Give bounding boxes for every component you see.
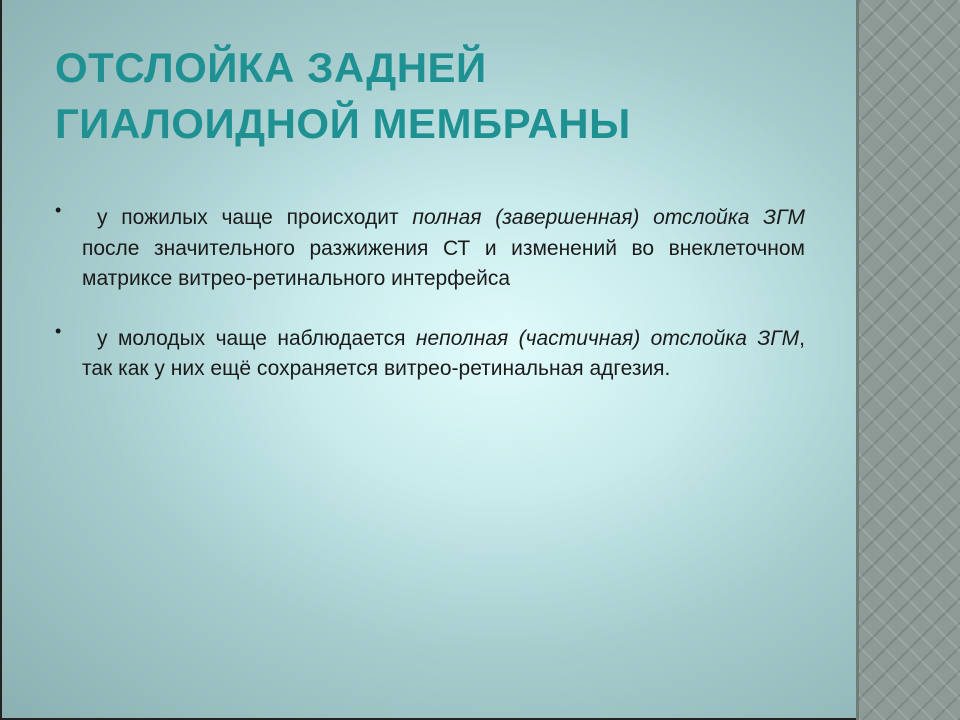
decorative-side-panel [856, 0, 960, 720]
slide-title-line-1: ОТСЛОЙКА ЗАДНЕЙ [55, 44, 487, 91]
bullet-text [82, 324, 805, 385]
bullet-intro-text: у пожилых чаще происходит [97, 206, 413, 229]
bullet-rest-text: , так как у них ещё сохраняется витрео-ретинальная адгезия. [82, 326, 805, 380]
bullet-rest-text: после значительного разжижения СТ и изменений во внеклеточном матриксе витрео-ретинального интерфейса [82, 236, 805, 290]
bullet-list [55, 200, 805, 414]
bullet-item-elderly [55, 200, 805, 295]
slide-title-line-2: ГИАЛОИДНОЙ МЕМБРАНЫ [55, 100, 631, 147]
bullet-intro-text: у молодых чаще наблюдается [97, 326, 416, 350]
bullet-dot-icon: • [55, 200, 62, 220]
slide-title [55, 40, 775, 152]
bullet-italic-term: неполная (частичная) отслойка ЗГМ [415, 326, 800, 350]
bullet-item-young [55, 320, 805, 385]
bullet-text [82, 203, 805, 295]
bullet-italic-term: полная (завершенная) отслойка ЗГМ [412, 206, 805, 229]
bullet-dot-icon: • [55, 320, 62, 341]
